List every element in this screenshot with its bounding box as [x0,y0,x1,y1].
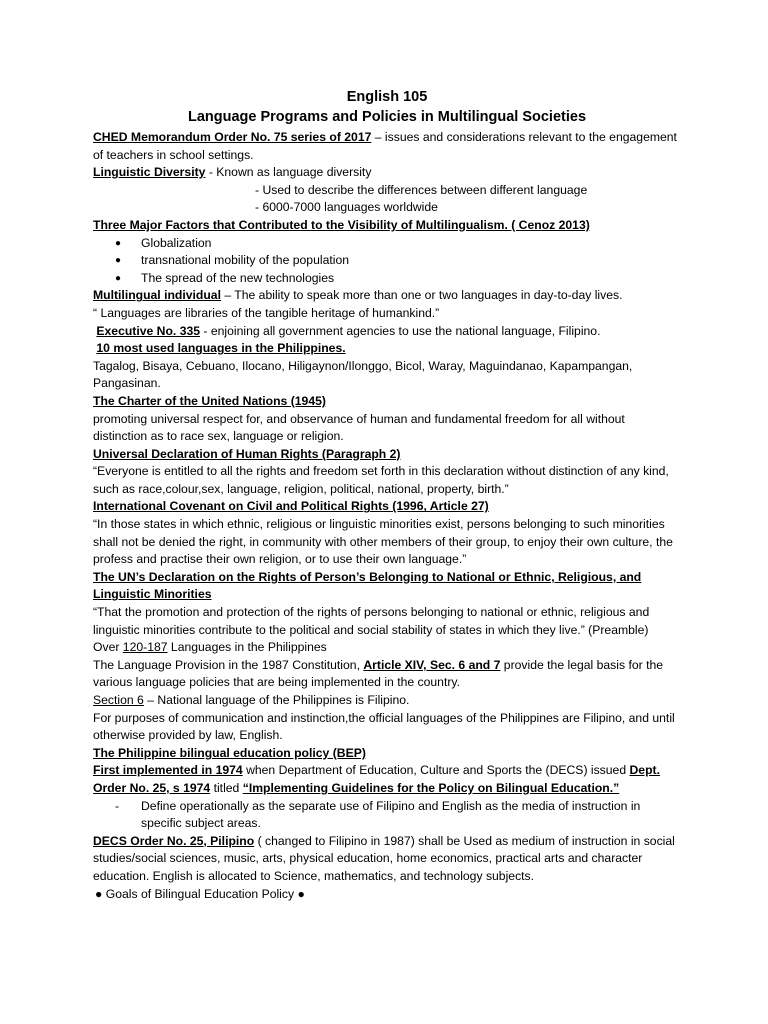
bep-first-paragraph [93,762,681,797]
diversity-line: - Used to describe the differences between different language [255,182,588,197]
language-range: 120-187 [122,640,168,655]
ched-heading: CHED Memorandum Order No. 75 series of 2017 [93,130,372,144]
bep-guidelines-title: “Implementing Guidelines for the Policy on Bilingual Education.” [242,780,620,795]
bullet-icon: ● [115,237,122,249]
bep-heading: The Philippine bilingual education policy (BEP) [93,745,366,760]
multilingual-text: – The ability to speak more than one or two languages in day-to-day lives. [220,288,623,303]
list-item-text: The spread of the new technologies [141,270,335,285]
list-item-text: Globalization [141,235,212,250]
executive-text: - enjoining all government agencies to use the national language, Filipino. [200,323,601,338]
document-body [93,88,681,903]
section6-text: – National language of the Philippines is Filipino. [143,693,410,707]
charter-heading: The Charter of the United Nations (1945) [93,393,326,408]
provision-prefix: The Language Provision in the 1987 Constitution, [93,657,364,672]
factors-heading: Three Major Factors that Contributed to the Visibility of Multilingualism. ( Cenoz 2013) [93,217,590,232]
bep-order: Dept. Order No. 25, s 1974 [93,763,660,795]
list-item [93,252,681,270]
section6-heading: Section 6 [93,693,144,707]
document-subtitle: Language Programs and Policies in Multilingual Societies [187,109,587,125]
factors-list [93,235,681,288]
top10-heading-line [93,340,681,358]
dash-marker: - [115,798,120,813]
udhr-heading: Universal Declaration of Human Rights (Paragraph 2) [93,446,401,461]
bullet-icon: ● [115,272,122,284]
provision-paragraph [93,657,681,692]
bep-definition [93,798,681,833]
ched-text: – issues and considerations relevant to the engagement of teachers in school settings. [93,130,677,162]
bep-first-implemented: First implemented in 1974 [93,763,243,778]
list-item-text: transnational mobility of the population [141,253,349,268]
list-item [93,235,681,253]
decs-paragraph [93,833,681,886]
charter-text: promoting universal respect for, and observance of human and fundamental freedom for all without distinction as to race sex, language or religion. [93,411,625,444]
goals-heading: ● Goals of Bilingual Education Policy ● [95,886,305,901]
diversity-line: - 6000-7000 languages worldwide [255,200,438,215]
diversity-paragraph [93,164,681,182]
over-prefix: Over [93,640,123,655]
provision-suffix: provide the legal basis for the various language policies that are being implemented in the country. [93,657,664,690]
bep-definition-text: Define operationally as the separate use of Filipino and English as the media of instruction in specific subject areas. [141,798,641,831]
bullet-icon: ● [115,255,122,267]
top10-text: Tagalog, Bisaya, Cebuano, Ilocano, Hiligaynon/Ilonggo, Bicol, Waray, Maguindanao, Kapampangan, Pangasinan. [93,358,633,391]
multilingual-paragraph [93,287,681,305]
iccpr-text: “In those states in which ethnic, religious or linguistic minorities exist, persons belonging to such minorities shall not be denied the right, in community with other members of their group, to enjoy their own culture, the profess and practise their own religion, or to use their own language.” [93,517,673,567]
udhr-text: “Everyone is entitled to all the rights and freedom set forth in this declaration without distinction of any kind, such as race,colour,sex, language, religion, political, national, property, birth.” [93,464,669,496]
list-item [93,270,681,288]
over-suffix: Languages in the Philippines [167,640,327,655]
language-count-paragraph [93,639,681,657]
document-title: English 105 [346,89,428,105]
executive-paragraph [93,323,681,341]
provision-article: Article XIV, Sec. 6 and 7 [363,657,501,672]
top10-heading: 10 most used languages in the Philippines. [96,341,346,356]
diversity-heading: Linguistic Diversity [93,165,206,180]
un-declaration-heading: The UN’s Declaration on the Rights of Person’s Belonging to National or Ethnic, Religious, and Linguistic Minorities [93,569,642,602]
iccpr-heading: International Covenant on Civil and Political Rights (1996, Article 27) [93,499,489,514]
decs-heading: DECS Order No. 25, Pilipino [93,833,255,848]
section6-paragraph [93,692,681,710]
ched-paragraph [93,129,681,164]
executive-heading: Executive No. 335 [96,323,201,338]
languages-quote: “ Languages are libraries of the tangible heritage of humankind.” [93,305,440,320]
multilingual-heading: Multilingual individual [93,288,221,303]
bep-first-text: when Department of Education, Culture and Sports the (DECS) issued [242,763,630,778]
un-declaration-text: “That the promotion and protection of the rights of persons belonging to national or ethnic, religious and linguistic minorities contribute to the political and social stability of states in which they live.” (Preamble) [93,605,650,637]
decs-text: ( changed to Filipino in 1987) shall be Used as medium of instruction in social studies/social sciences, music, arts, physical education, home economics, practical arts and character education. English is allocated to Science, mathematics, and technology subjects. [93,833,675,883]
bep-titled: titled [210,780,243,795]
diversity-text: - Known as language diversity [205,165,372,180]
communication-paragraph: For purposes of communication and instinction,the official languages of the Philippines are Filipino, and until otherwise provided by law, English. [93,710,675,743]
